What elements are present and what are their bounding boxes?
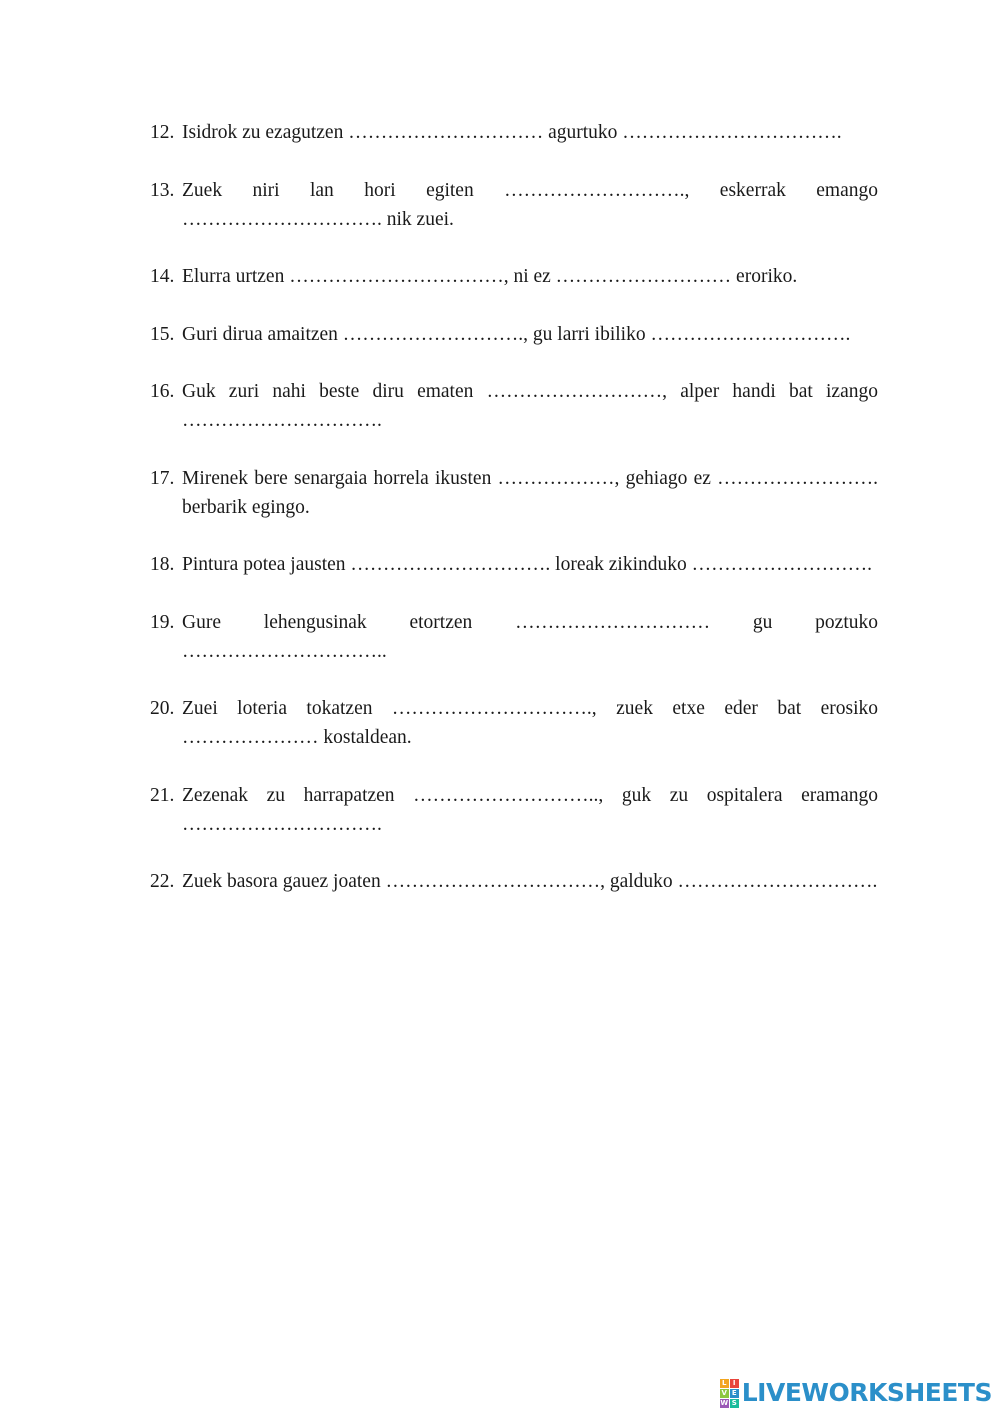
exercise-item-21 [150,781,878,839]
item-number: 14. [150,266,175,287]
item-number: 15. [150,323,175,345]
logo-mark-icon [720,1379,739,1408]
item-sentence: Isidrok zu ezagutzen ………………………… agurtuko ……………………………. [182,122,842,143]
exercise-item-17 [150,464,878,522]
item-number: 20. [150,698,175,719]
logo-letter: L [720,1379,729,1388]
exercise-item-15 [150,320,878,349]
logo-letter: W [720,1398,729,1407]
item-number: 12. [150,122,175,143]
exercise-item-19 [150,608,878,666]
item-sentence: Zuek basora gauez joaten ……………………………, galduko …………………………. [182,871,878,892]
item-sentence: Zezenak zu harrapatzen ……………………….., guk zu ospitalera eramango …………………………. [182,784,878,835]
item-number: 17. [150,467,175,489]
item-number: 13. [150,179,175,201]
exercise-item-20 [150,694,878,752]
exercise-item-12 [150,118,878,147]
item-sentence: Elurra urtzen ……………………………, ni ez ……………………… eroriko. [182,266,798,287]
exercise-list [150,118,878,925]
item-number: 22. [150,871,175,892]
exercise-item-13 [150,176,878,234]
logo-letter: I [730,1379,739,1388]
item-number: 19. [150,611,175,633]
item-sentence: Guk zuri nahi beste diru ematen ………………………, alper handi bat izango …………………………. [182,381,878,431]
item-number: 16. [150,381,175,402]
logo-letter: S [731,1398,737,1407]
item-number: 18. [150,554,175,575]
item-sentence: Zuei loteria tokatzen …………………………., zuek etxe eder bat erosiko ………………… kostaldean. [182,698,878,748]
item-sentence: Mirenek bere senargaia horrela ikusten ………………, gehiago ez ……………………. berbarik egingo. [182,467,878,518]
item-number: 21. [150,784,175,806]
logo-wordmark: LIVEWORKSHEETS [741,1378,992,1407]
exercise-item-22 [150,867,878,896]
logo-letter: E [730,1389,739,1398]
logo-letter: V [721,1388,727,1397]
item-sentence: Zuek niri lan hori egiten ………………………., eskerrak emango …………………………. nik zuei. [182,179,878,230]
exercise-item-18 [150,550,878,579]
exercise-item-16 [150,377,878,435]
item-sentence: Pintura potea jausten …………………………. loreak zikinduko ………………………. [182,554,873,575]
item-sentence: Gure lehengusinak etortzen ………………………… gu poztuko ………………………….. [182,611,878,662]
item-sentence: Guri dirua amaitzen ………………………., gu larri ibiliko …………………………. [182,323,851,345]
exercise-item-14 [150,262,878,291]
liveworksheets-logo [720,1379,992,1407]
